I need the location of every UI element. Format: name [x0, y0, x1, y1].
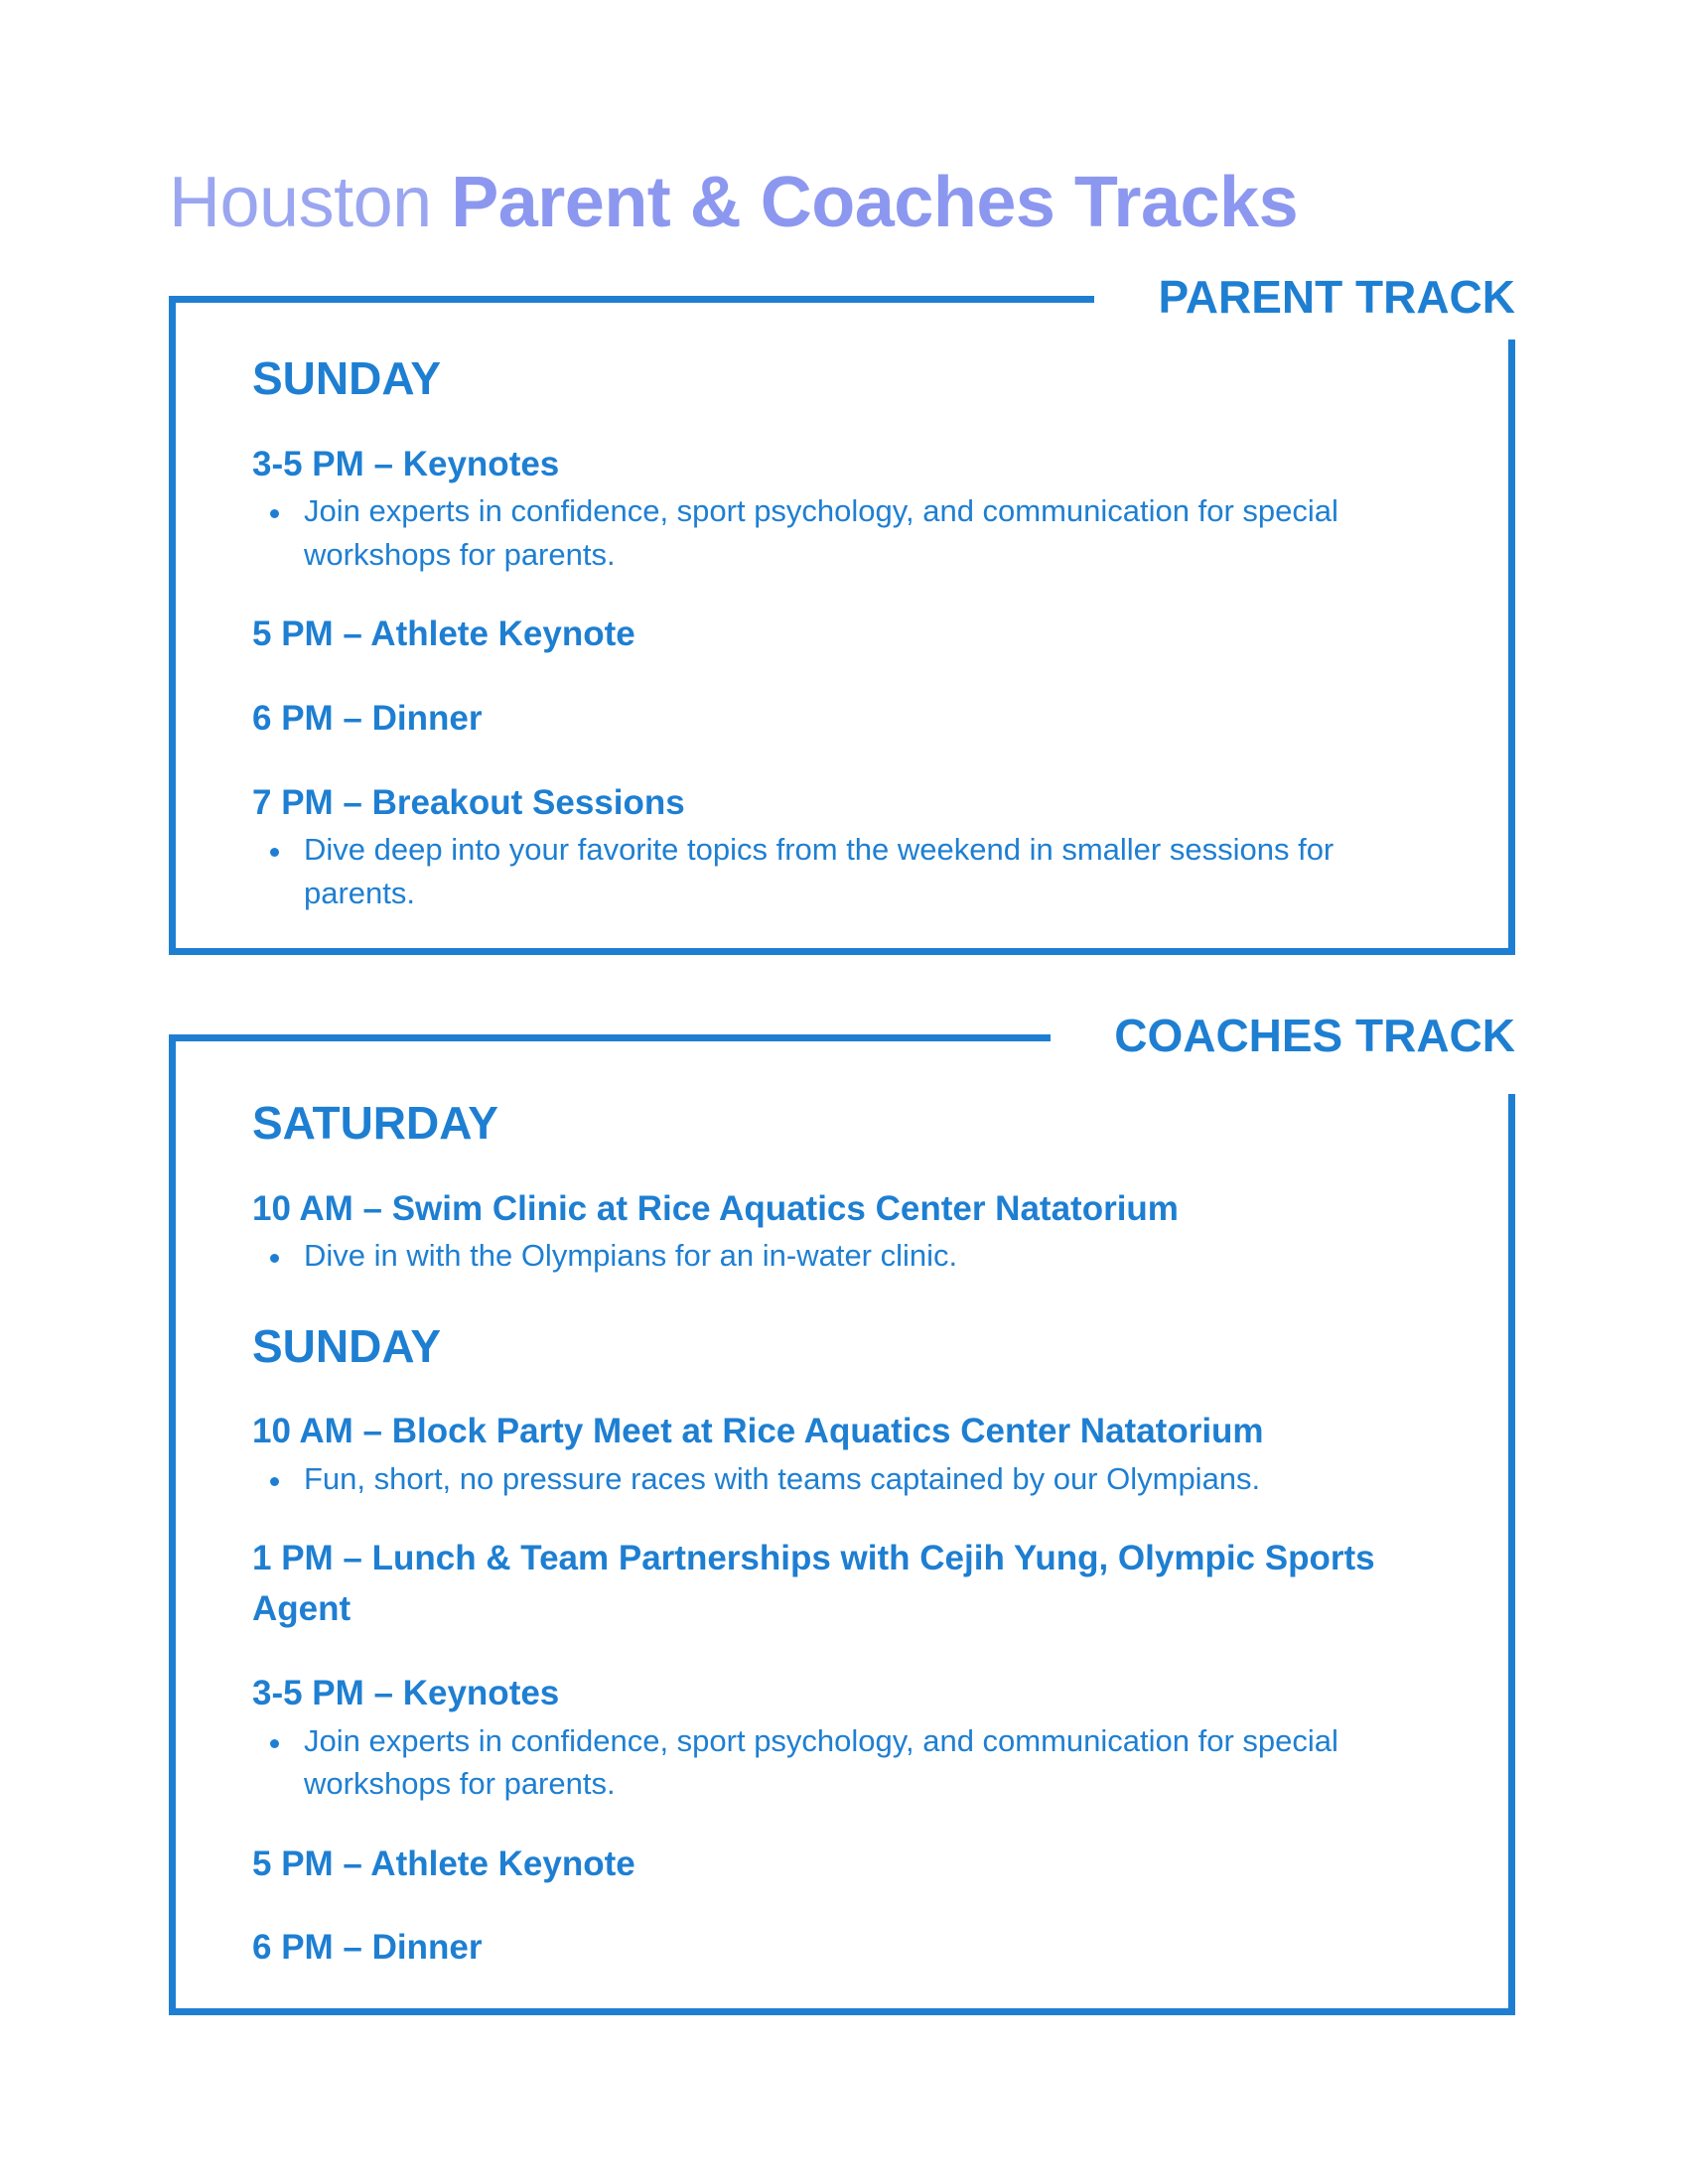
coaches-track-border-bottom [169, 2008, 1515, 2015]
schedule-item-bullet: Dive deep into your favorite topics from the weekend in smaller sessions for parents. [304, 828, 1436, 914]
schedule-item [252, 1534, 1436, 1635]
schedule-item [252, 1407, 1436, 1500]
schedule-item-heading: 5 PM – Athlete Keynote [252, 614, 635, 654]
schedule-item-heading: 1 PM – Lunch & Team Partnerships with Cejih Yung, Olympic Sports Agent [252, 1539, 1375, 1629]
schedule-item [252, 1840, 1436, 1890]
schedule-item [252, 1669, 1436, 1806]
schedule-item-bullet: Join experts in confidence, sport psychology, and communication for special workshops for parents. [304, 1719, 1436, 1806]
coaches-track-label: COACHES TRACK [1114, 1010, 1515, 1061]
schedule-item-heading: 3-5 PM – Keynotes [252, 444, 560, 483]
page-title-main: Parent & Coaches Tracks [451, 163, 1299, 242]
schedule-item-bullets [252, 1457, 1436, 1500]
page-title [169, 163, 1299, 242]
schedule-item [252, 440, 1436, 577]
schedule-item-heading: 6 PM – Dinner [252, 1928, 483, 1968]
parent-track-border-right [1508, 340, 1515, 955]
schedule-item-heading: 3-5 PM – Keynotes [252, 1673, 560, 1712]
coaches-track-border-top [169, 1034, 1051, 1041]
schedule-item [252, 694, 1436, 745]
schedule-item-bullet: Join experts in confidence, sport psychology, and communication for special workshops for parents. [304, 489, 1436, 576]
day-block [252, 1321, 1436, 1974]
schedule-item [252, 1923, 1436, 1974]
day-heading: SATURDAY [252, 1097, 498, 1149]
schedule-item-bullet: Dive in with the Olympians for an in-water clinic. [304, 1234, 1436, 1277]
page-title-city: Houston [169, 163, 432, 242]
parent-track-section [169, 271, 1515, 955]
schedule-item-bullets [252, 489, 1436, 576]
parent-track-label: PARENT TRACK [1158, 271, 1515, 323]
coaches-track-border-right [1508, 1094, 1515, 2015]
coaches-track-content [252, 1098, 1436, 2007]
schedule-item-heading: 10 AM – Block Party Meet at Rice Aquatics Center Natatorium [252, 1412, 1264, 1451]
day-block [252, 353, 1436, 914]
coaches-track-border-left [169, 1034, 176, 2015]
schedule-item [252, 610, 1436, 660]
parent-track-content [252, 353, 1436, 948]
schedule-item [252, 1184, 1436, 1278]
schedule-item-heading: 7 PM – Breakout Sessions [252, 782, 685, 822]
schedule-item-bullet: Fun, short, no pressure races with teams captained by our Olympians. [304, 1457, 1436, 1500]
schedule-item-heading: 6 PM – Dinner [252, 698, 483, 738]
parent-track-border-top [169, 296, 1094, 303]
day-heading: SUNDAY [252, 1319, 442, 1372]
day-block [252, 1098, 1436, 1278]
schedule-item [252, 778, 1436, 915]
coaches-track-section [169, 1010, 1515, 2015]
schedule-item-bullets [252, 1719, 1436, 1806]
day-heading: SUNDAY [252, 352, 442, 404]
schedule-item-bullets [252, 1234, 1436, 1277]
schedule-item-bullets [252, 828, 1436, 914]
schedule-item-heading: 5 PM – Athlete Keynote [252, 1843, 635, 1883]
parent-track-border-bottom [169, 948, 1515, 955]
parent-track-border-left [169, 296, 176, 955]
schedule-item-heading: 10 AM – Swim Clinic at Rice Aquatics Center Natatorium [252, 1188, 1179, 1228]
